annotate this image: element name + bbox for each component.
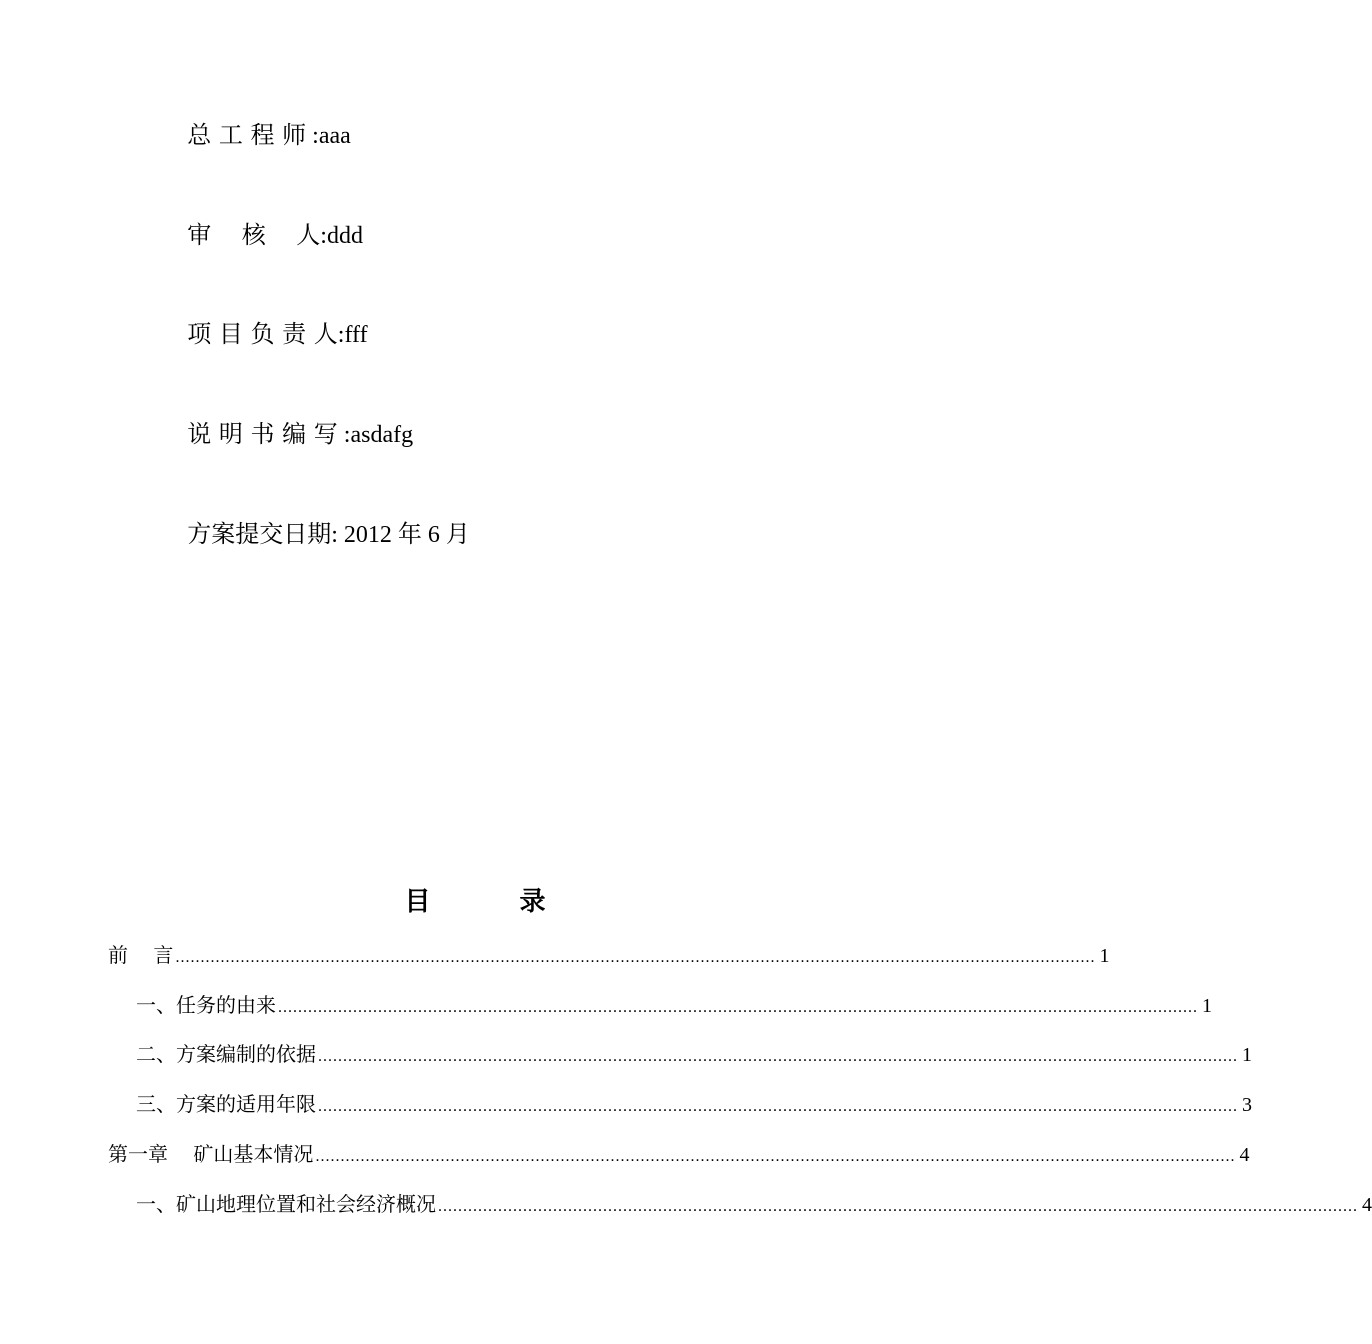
toc-entry-applicable-years[interactable] [136, 1089, 1252, 1119]
toc-title: 目 录 [404, 887, 586, 917]
toc-entry-text: 三、方案的适用年限 [136, 1092, 316, 1116]
toc-entry-text: 一、矿山地理位置和社会经济概况 [136, 1192, 436, 1216]
chief-engineer-line [172, 90, 351, 151]
manual-author-value: :asdafg [337, 422, 414, 448]
reviewer-label: 审 核 人 [187, 221, 321, 249]
reviewer-line [172, 190, 363, 251]
chief-engineer-value: :aaa [306, 123, 351, 149]
toc-entry-task-origin[interactable] [136, 990, 1212, 1020]
reviewer-value: :ddd [320, 223, 363, 249]
toc-page-number: 1 [1242, 1044, 1252, 1066]
chief-engineer-label: 总 工 程 师 [187, 121, 307, 149]
toc-leader-dots: ........................................................................................................................................................................................ [315, 1148, 1236, 1165]
toc-page-number: 4 [1362, 1194, 1372, 1216]
project-lead-value: :fff [337, 322, 368, 348]
toc-entry-text: 第一章 矿山基本情况 [108, 1142, 314, 1166]
project-lead-label: 项 目 负 责 人 [187, 320, 338, 348]
toc-leader-dots: ........................................................................................................................................................................................ [278, 999, 1198, 1016]
toc-entry-preface[interactable] [108, 940, 1110, 970]
toc-leader-dots: ........................................................................................................................................................................................ [438, 1198, 1358, 1215]
toc-entry-text: 前 言 [108, 943, 174, 967]
submission-date-value: : 2012 年 6 月 [331, 522, 470, 548]
manual-author-label: 说 明 书 编 写 [187, 420, 338, 448]
toc-entry-basis[interactable] [136, 1039, 1252, 1069]
toc-entry-location[interactable] [136, 1189, 1372, 1219]
submission-date-line [172, 489, 470, 550]
toc-entry-text: 一、任务的由来 [136, 993, 276, 1017]
project-lead-line [172, 289, 368, 350]
toc-page-number: 3 [1242, 1094, 1252, 1116]
toc-page-number: 4 [1239, 1144, 1250, 1166]
toc-entry-chapter-one[interactable] [108, 1139, 1250, 1169]
toc-leader-dots: ........................................................................................................................................................................................ [318, 1098, 1238, 1115]
toc-leader-dots: ........................................................................................................................................................................................ [318, 1048, 1238, 1065]
toc-leader-dots: ........................................................................................................................................................................................ [175, 949, 1096, 966]
toc-page-number: 1 [1099, 945, 1110, 967]
submission-date-label: 方案提交日期 [187, 520, 332, 548]
toc-page-number: 1 [1202, 995, 1212, 1017]
toc-entry-text: 二、方案编制的依据 [136, 1042, 316, 1066]
manual-author-line [172, 389, 413, 450]
